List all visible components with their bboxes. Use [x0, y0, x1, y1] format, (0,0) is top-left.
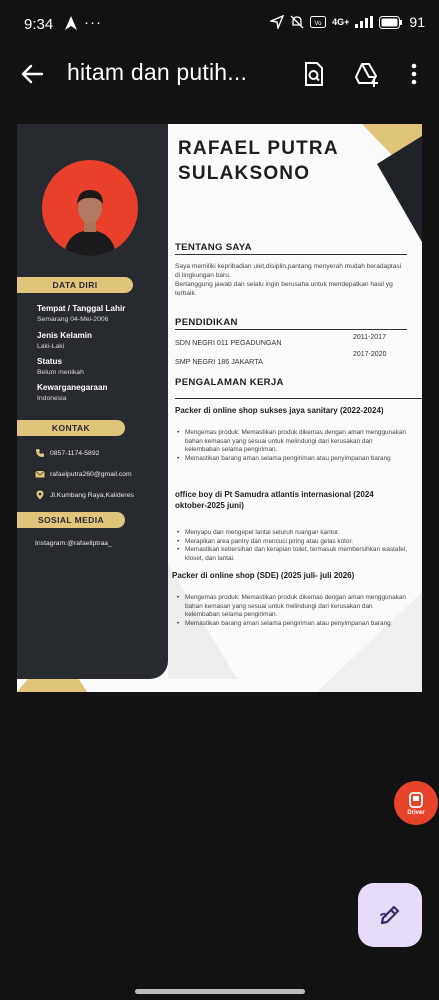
- job-1-duties: [175, 429, 407, 463]
- cv-name: [178, 136, 339, 186]
- status-value: Belum menikah: [37, 369, 84, 376]
- email-icon: [35, 469, 45, 479]
- edit-pen-icon: [377, 902, 403, 928]
- phone-icon: [35, 448, 45, 458]
- address-row: [35, 490, 134, 500]
- tentang-heading: TENTANG SAYA: [175, 242, 252, 253]
- citizenship-value: Indonesia: [37, 395, 67, 402]
- list-item: • Memastikan kebersihan dan kerapian toilet, termasuk membersihkan wastafel, kloset, dan lantai.: [175, 546, 407, 563]
- driver-bubble-button[interactable]: [394, 781, 438, 825]
- more-options-icon[interactable]: [400, 60, 428, 88]
- list-item: • Memastikan barang aman selama pengiriman atau penyimpanan barang: [175, 455, 407, 464]
- add-to-drive-icon[interactable]: [353, 60, 381, 88]
- status-time: 9:34: [24, 16, 54, 33]
- driver-helmet-icon: [407, 791, 425, 809]
- location-icon: [270, 15, 284, 29]
- list-item: • Merapikan area pantry dan mencuci piring atau gelas kotor.: [175, 538, 407, 547]
- profile-photo: [42, 160, 138, 256]
- status-label: Status: [37, 357, 63, 366]
- driver-label: Driver: [407, 809, 425, 816]
- pendidikan-heading: PENDIDIKAN: [175, 317, 238, 328]
- app-bar: [0, 50, 439, 100]
- document-title: hitam dan putih...: [67, 59, 248, 85]
- pengalaman-heading: PENGALAMAN KERJA: [175, 377, 284, 388]
- tentang-text-1: Saya memiliki kepribadian ulet,disiplin,pantang menyerah mudah beradaptasi di lingkungan baru.: [175, 263, 402, 279]
- pendidikan-divider: [175, 329, 407, 330]
- phone-text: 0857-1174-5892: [50, 449, 100, 457]
- phone-row: [35, 448, 99, 458]
- pengalaman-divider: [175, 398, 422, 399]
- search-document-icon[interactable]: [300, 60, 328, 88]
- gender-value: Laki-Laki: [37, 343, 65, 350]
- navigation-arrow-icon: [64, 15, 78, 31]
- email-row: [35, 469, 132, 479]
- sidebar: [17, 124, 168, 679]
- network-type: 4G+: [332, 17, 350, 27]
- job-3-title: Packer di online shop (SDE) (2025 juli- juli 2026): [172, 571, 355, 580]
- data-diri-heading: DATA DIRI: [17, 277, 133, 293]
- job-3-duties: [175, 594, 407, 628]
- job-2-duties: [175, 529, 407, 563]
- list-item: • Memastikan barang aman selama pengiriman atau penyimpanan barang: [175, 620, 407, 629]
- tentang-divider: [175, 254, 407, 255]
- edu-school-1: SDN NEGRI 011 PEGADUNGAN: [175, 338, 282, 347]
- name-line-1: RAFAEL PUTRA: [178, 138, 339, 159]
- edu-school-2: SMP NEGRI 186 JAKARTA: [175, 357, 263, 366]
- battery-icon: [379, 16, 403, 29]
- location-pin-icon: [35, 490, 45, 500]
- list-item: • Mengemas produk: Memastikan produk dikemas dengan aman menggunakan bahan kemasan yang sesuai untuk melindungi dari kerusakan dan kelembaban selama pengiriman.: [175, 594, 407, 620]
- name-line-2: SULAKSONO: [178, 163, 311, 184]
- back-arrow-icon[interactable]: [18, 60, 46, 88]
- volte-icon: [310, 16, 326, 28]
- svg-text:Vo: Vo: [314, 21, 322, 27]
- kontak-heading: KONTAK: [17, 420, 125, 436]
- status-icons: [270, 14, 425, 30]
- tentang-text-2: Bertanggung jawab dan selalu ingin berusaha untuk mendepatkan hasil yg terbaik.: [175, 281, 393, 297]
- citizenship-label: Kewarganegaraan: [37, 383, 108, 392]
- edit-fab-button[interactable]: [358, 883, 422, 947]
- mute-icon: [290, 15, 304, 29]
- status-bar: [0, 0, 439, 50]
- edu-years-1: 2011-2017: [353, 334, 386, 341]
- birth-value: Semarang 04-Mei-2006: [37, 316, 109, 323]
- sosial-media-heading: SOSIAL MEDIA: [17, 512, 125, 528]
- person-photo-icon: [42, 160, 138, 256]
- instagram-text: Instagram:@rafaellptraa_: [35, 540, 112, 547]
- job-1-title: Packer di online shop sukses jaya sanitary (2022-2024): [175, 406, 384, 415]
- email-text: rafaelputra260@gmail.com: [50, 470, 132, 478]
- edu-years-2: 2017-2020: [353, 351, 387, 358]
- list-item: • Mengemas produk: Memastikan produk dikemas dengan aman menggunakan bahan kemasan yang sesuai untuk melindungi dari kerusakan dan kelembaban selama pengiriman.: [175, 429, 407, 455]
- cv-document[interactable]: [17, 124, 422, 692]
- address-text: Jl.Kumbang Raya,Kalideres: [50, 491, 134, 499]
- home-gesture-bar[interactable]: [135, 989, 305, 994]
- more-notifications-icon: ···: [84, 14, 102, 31]
- battery-percent: 91: [409, 14, 425, 30]
- gender-label: Jenis Kelamin: [37, 331, 93, 340]
- job-2-title: office boy di Pt Samudra atlantis internasional (2024 oktober-2025 juni): [175, 490, 374, 510]
- signal-icon: [355, 16, 373, 28]
- list-item: • Menyapu dan mengepel lantai seluruh ruangan kantor.: [175, 529, 407, 538]
- birth-label: Tempat / Tanggal Lahir: [37, 304, 126, 313]
